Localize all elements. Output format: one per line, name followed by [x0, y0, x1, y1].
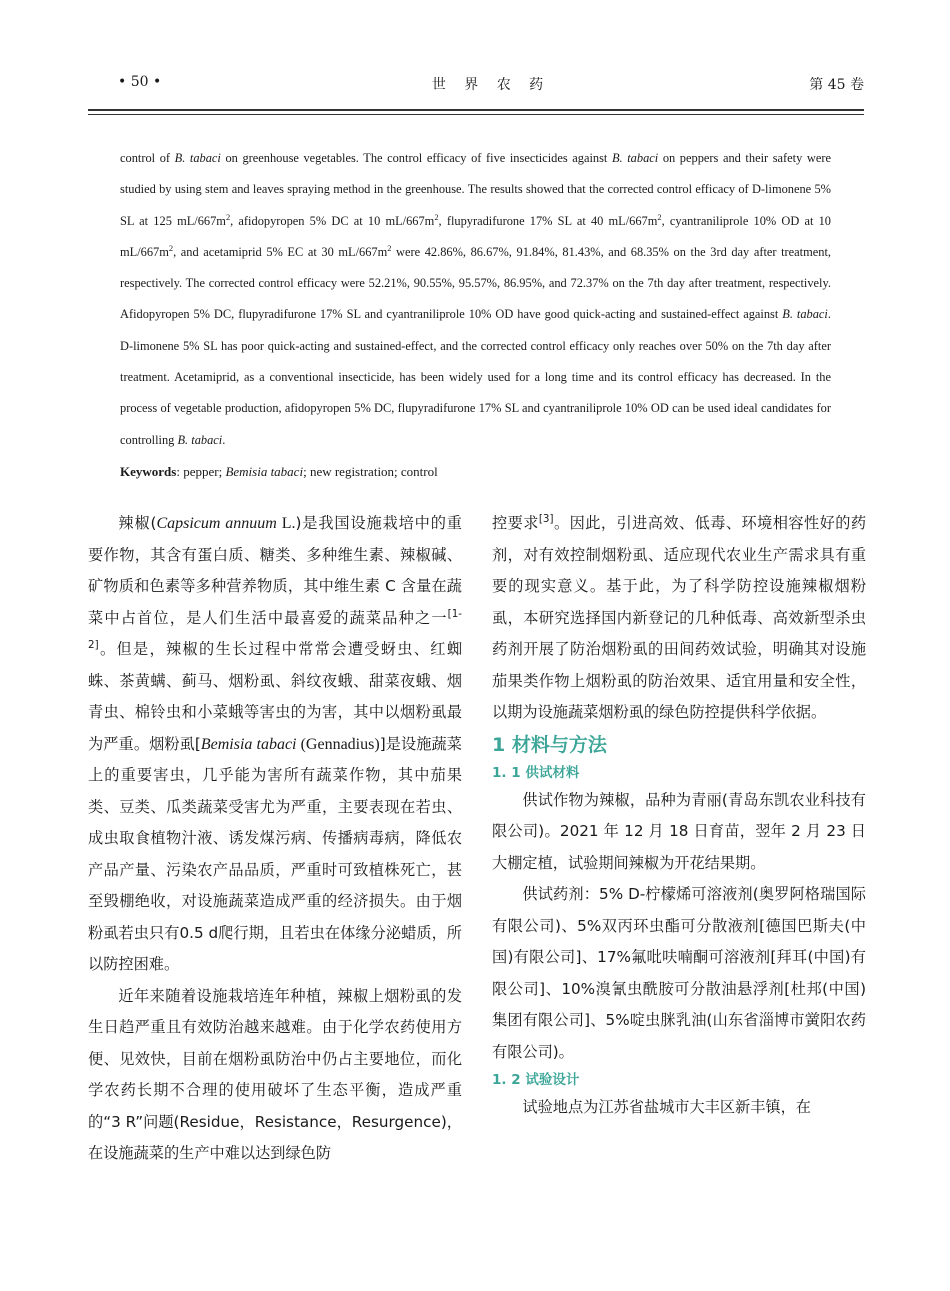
subsection-heading-experiment-design: 1. 2 试验设计: [492, 1072, 580, 1088]
superscript: [1-2]: [88, 607, 462, 651]
text-run: L.: [276, 515, 296, 532]
header-rule-thick: [88, 109, 864, 111]
subsection-heading-test-materials: 1. 1 供试材料: [492, 764, 580, 781]
superscript: [3]: [538, 512, 554, 525]
right-column: [492, 508, 866, 1124]
superscript: 2: [225, 211, 231, 222]
superscript: 2: [434, 211, 439, 222]
italic-term: Capsicum annuum: [156, 515, 277, 532]
intro-paragraph-2: 近年来随着设施栽培连年种植，辣椒上烟粉虱的发生日趋严重且有效防治越来越难。由于化学农药使用方便、见效快，目前在烟粉虱防治中仍占主要地位，而化学农药长期不合理的使用破坏了生态平衡，造成严重的“3 R”问题(Residue，Resistance，Resurgence)，在设施蔬菜的生产中难以达到绿色防: [88, 986, 462, 1162]
agents-paragraph: 供试药剂：5% D-柠檬烯可溶液剂(奥罗阿格瑞国际有限公司)、5%双丙环虫酯可分散液剂[德国巴斯夫(中国)有限公司]、17%氟吡呋喃酮可溶液剂[拜耳(中国)有限公司]、10%溴氰虫酰胺可分散油悬浮剂[杜邦(中国)集团有限公司]、5%啶虫脒乳油(山东省淄博市黉阳农药有限公司)。: [492, 885, 866, 1061]
superscript: 2: [387, 242, 392, 253]
superscript: 2: [168, 242, 174, 253]
running-header: [118, 74, 864, 98]
intro-continuation: 控要求[3]。因此，引进高效、低毒、环境相容性好的药剂，对有效控制烟粉虱、适应现代农业生产需求具有重要的现实意义。基于此，为了科学防控设施辣椒烟粉虱，本研究选择国内新登记的几种低毒、高效新型杀虫药剂开展了防治烟粉虱的田间药效试验，明确其对设施茄果类作物上烟粉虱的防治效果、适宜用量和安全性，以期为设施蔬菜烟粉虱的绿色防控提供科学依据。: [492, 512, 867, 721]
italic-term: B. tabaci: [611, 151, 659, 165]
journal-name: 世 界 农 药: [431, 77, 551, 93]
superscript: 2: [657, 211, 662, 222]
keywords-line: [120, 456, 831, 487]
italic-term: Bemisia tabaci: [200, 735, 297, 753]
left-column: [88, 508, 462, 1170]
intro-paragraph-1: 辣椒(Capsicum annuum L.)是我国设施栽培中的重要作物，其含有蛋白质、糖类、多种维生素、辣椒碱、矿物质和色素等多种营养物质，其中维生素 C 含量在蔬菜中占首位，是人们生活中最喜爱的蔬菜品种之一[1-2]。但是，辣椒的生长过程中常常会遭受蚜虫、红蜘蛛、茶黄螨、蓟马、烟粉虱、斜纹夜蛾、甜菜夜蛾、烟青虫、棉铃虫和小菜蛾等害虫的为害，其中以烟粉虱最为严重。烟粉虱[Bemisia tabaci (Gennadius)]是设施蔬菜上的重要害虫，几乎能为害所有蔬菜作物，其中茄果类、豆类、瓜类蔬菜受害尤为严重，主要表现在若虫、成虫取食植物汁液、诱发煤污病、传播病毒病，降低农产品产量、污染农产品品质，严重时可致植株死亡，甚至毁棚绝收，对设施蔬菜造成严重的经济损失。由于烟粉虱若虫只有0.5 d爬行期，且若虫在体缘分泌蜡质，所以防控困难。: [88, 514, 462, 973]
crop-paragraph: 供试作物为辣椒，品种为青丽(青岛东凯农业科技有限公司)。2021 年 12 月 18 日育苗，翌年 2 月 23 日大棚定植，试验期间辣椒为开花结果期。: [492, 790, 866, 872]
section-heading-materials-methods: 1 材料与方法: [492, 733, 607, 756]
site-paragraph: 试验地点为江苏省盐城市大丰区新丰镇，在: [522, 1098, 811, 1116]
keywords-label: Keywords: [120, 463, 177, 479]
abstract-text: control of B. tabaci on greenhouse vegetables. The control efficacy of five insecticides against B. tabaci on peppers and their safety were studied by using stem and leaves spraying method in the greenhouse. The results showed that the corrected control efficacy of D-limonene 5% SL at 125 $mL/667m^2$, afidopyropen 5% DC at 10 $mL/667m^2$, flupyradifurone 17% SL at 40 $mL/667m^2$, cyantraniliprole 10% OD at 10 $mL/667m^2$, and acetamiprid 5% EC at 30 $mL/667m^2$ were 42.86%, 86.67%, 91.84%, 81.43%, and 68.35% on the 3rd day after treatment, respectively. The corrected control efficacy were 52.21%, 90.55%, 95.57%, 86.95%, and 72.37% on the 7th day after treatment, respectively. Afidopyropen 5% DC, flupyradifurone 17% SL and cyantraniliprole 10% OD have good quick-acting and sustained-effect against B. tabaci. D-limonene 5% SL has poor quick-acting and sustained-effect, and the corrected control efficacy only reaches over 50% on the 7th day after treatment. Acetamiprid, as a conventional insecticide, has been widely used for a long time and its control efficacy has decreased. In the process of vegetable production, afidopyropen 5% DC, flupyradifurone 17% SL and cyantraniliprole 10% OD can be used ideal candidates for controlling B. tabaci.: [120, 151, 831, 447]
italic-term: B. tabaci: [177, 432, 223, 447]
italic-term: B. tabaci: [174, 151, 221, 165]
english-abstract: [120, 143, 831, 487]
italic-term: B. tabaci: [782, 307, 828, 322]
text-run: (Gennadius): [296, 735, 380, 753]
page-number: • 50 •: [118, 74, 162, 90]
header-rule-thin: [88, 114, 864, 115]
italic-term: Bemisia tabaci: [225, 463, 304, 479]
keywords-list: : pepper; Bemisia tabaci; new registration; control: [176, 463, 438, 479]
volume-label: 第 45 卷: [809, 77, 864, 93]
